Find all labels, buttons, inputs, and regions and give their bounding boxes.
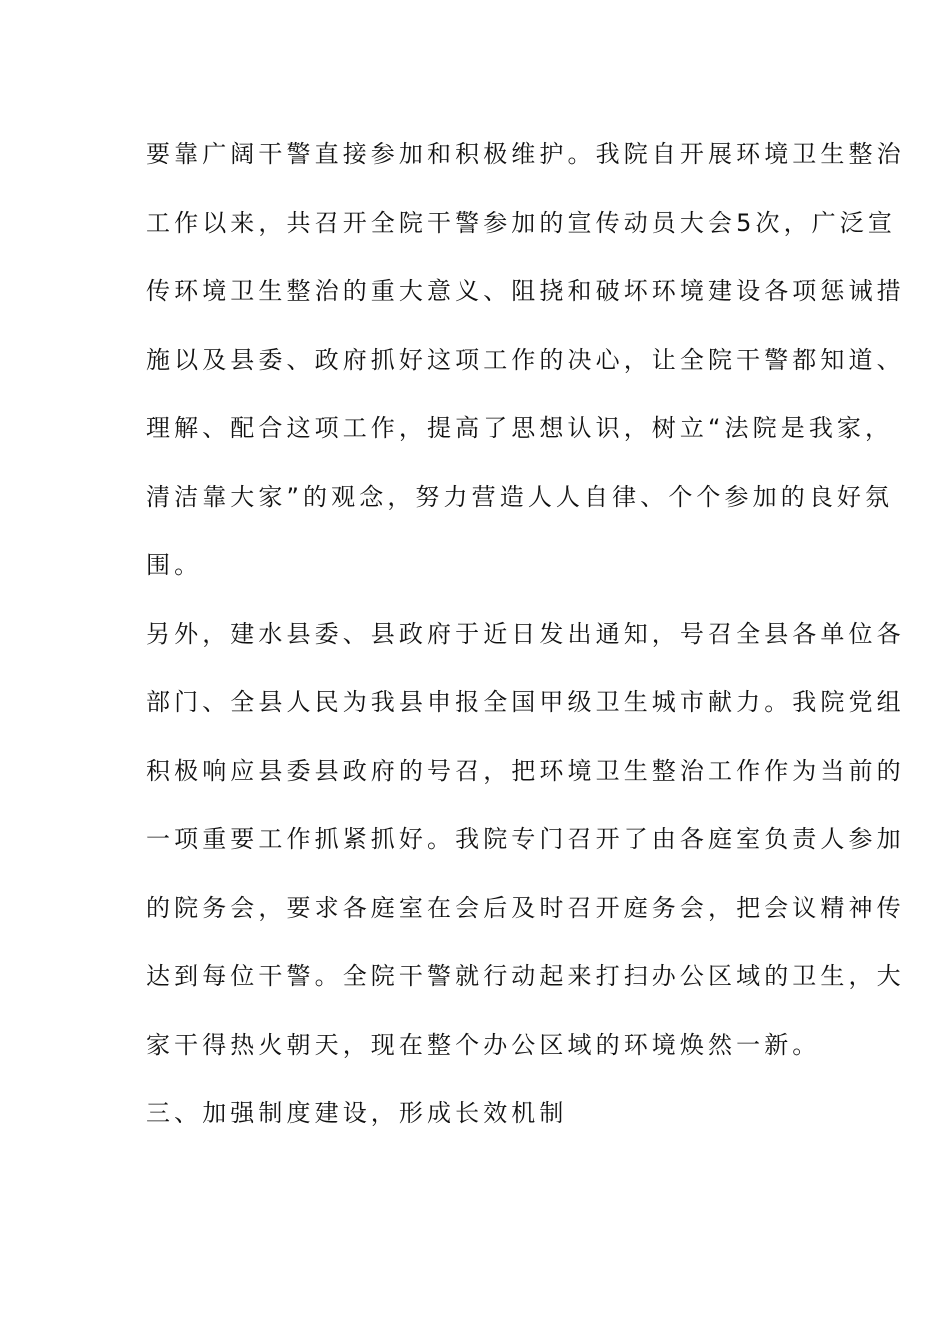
text-line: 要靠广阔干警直接参加和积极维护。我院自开展环境卫生整治: [146, 140, 905, 168]
text-line: 家干得热火朝天，现在整个办公区域的环境焕然一新。: [146, 1030, 821, 1059]
text-line: 部门、全县人民为我县申报全国甲级卫生城市献力。我院党组: [146, 688, 905, 716]
text-line: 达到每位干警。全院干警就行动起来打扫办公区域的卫生，大: [146, 962, 905, 990]
heading-line: 三、加强制度建设，形成长效机制: [146, 1099, 568, 1127]
text-line: 另外，建水县委、县政府于近日发出通知，号召全县各单位各: [146, 619, 905, 648]
text-line: 的院务会，要求各庭室在会后及时召开庭务会，把会议精神传: [146, 893, 905, 922]
paragraph-1: [146, 120, 905, 600]
text-line: 一项重要工作抓紧抓好。我院专门召开了由各庭室负责人参加: [146, 825, 905, 853]
text-line: 理解、配合这项工作，提高了思想认识，树立“法院是我家，: [146, 414, 894, 442]
paragraph-2: [146, 600, 905, 1080]
text-line: 施以及县委、政府抓好这项工作的决心，让全院干警都知道、: [146, 345, 905, 374]
text-line: 积极响应县委县政府的号召，把环境卫生整治工作作为当前的: [146, 756, 905, 785]
text-line: 工作以来，共召开全院干警参加的宣传动员大会5次，广泛宣: [146, 208, 896, 237]
text-line: 传环境卫生整治的重大意义、阻挠和破坏环境建设各项惩诫措: [146, 277, 905, 305]
text-line: 围。: [146, 551, 203, 579]
section-heading: [146, 1079, 808, 1148]
document-body: [146, 120, 905, 1148]
text-line: 清洁靠大家”的观念，努力营造人人自律、个个参加的良好氛: [146, 482, 894, 511]
